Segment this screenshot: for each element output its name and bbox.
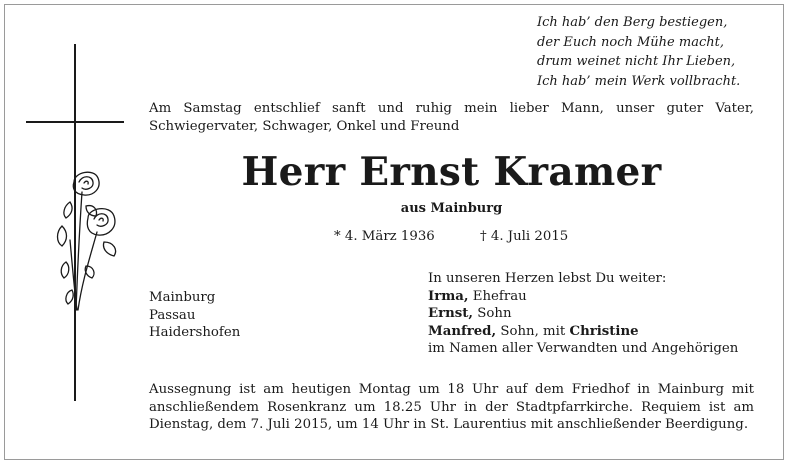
family-list xyxy=(428,270,738,358)
cross-horizontal xyxy=(26,121,124,123)
family-heading: In unseren Herzen lebst Du weiter: xyxy=(428,271,667,286)
poem-line: der Euch noch Mühe macht, xyxy=(537,34,724,50)
poem-line: Ich hab’ mein Werk vollbracht. xyxy=(537,73,741,89)
member-relation: Sohn, mit xyxy=(496,323,570,339)
place-item: Passau xyxy=(149,307,196,323)
place-item: Haidershofen xyxy=(149,325,241,340)
places-list xyxy=(149,289,240,342)
member-name: Irma, xyxy=(428,288,469,304)
deceased-origin: aus Mainburg xyxy=(400,201,503,216)
service-details: Aussegnung ist am heutigen Montag um 18 Uhr auf dem Friedhof in Mainburg mit anschließendem Rosenkranz um 18.25 Uhr in der Stadtpfarrkirche. Requiem ist am Dienstag, dem 7. Juli 2015, um 14 Uhr in St. Laurentius mit anschließender Beerdigung. xyxy=(149,382,754,432)
poem xyxy=(537,13,777,91)
intro-text: Am Samstag entschlief sanft und ruhig mein lieber Mann, unser guter Vater, Schwiegervater, Schwager, Onkel und Freund xyxy=(149,101,754,134)
member-name: Manfred, xyxy=(428,323,497,339)
deceased-name: Herr Ernst Kramer xyxy=(241,149,662,195)
family-closing-line: im Namen aller Verwandten und Angehörigen xyxy=(428,341,739,356)
roses-icon xyxy=(52,162,132,312)
family-member xyxy=(428,288,738,306)
member-partner-name: Christine xyxy=(569,323,639,339)
place-item: Mainburg xyxy=(149,290,216,305)
member-relation: Ehefrau xyxy=(468,288,527,304)
member-relation: Sohn xyxy=(473,306,512,321)
birth-date: * 4. März 1936 xyxy=(334,229,435,244)
death-date: † 4. Juli 2015 xyxy=(480,229,569,244)
family-member xyxy=(428,305,738,323)
family-member xyxy=(428,323,738,341)
poem-line: Ich hab’ den Berg bestiegen, xyxy=(537,15,728,30)
poem-line: drum weinet nicht Ihr Lieben, xyxy=(537,54,736,69)
member-name: Ernst, xyxy=(428,306,474,321)
